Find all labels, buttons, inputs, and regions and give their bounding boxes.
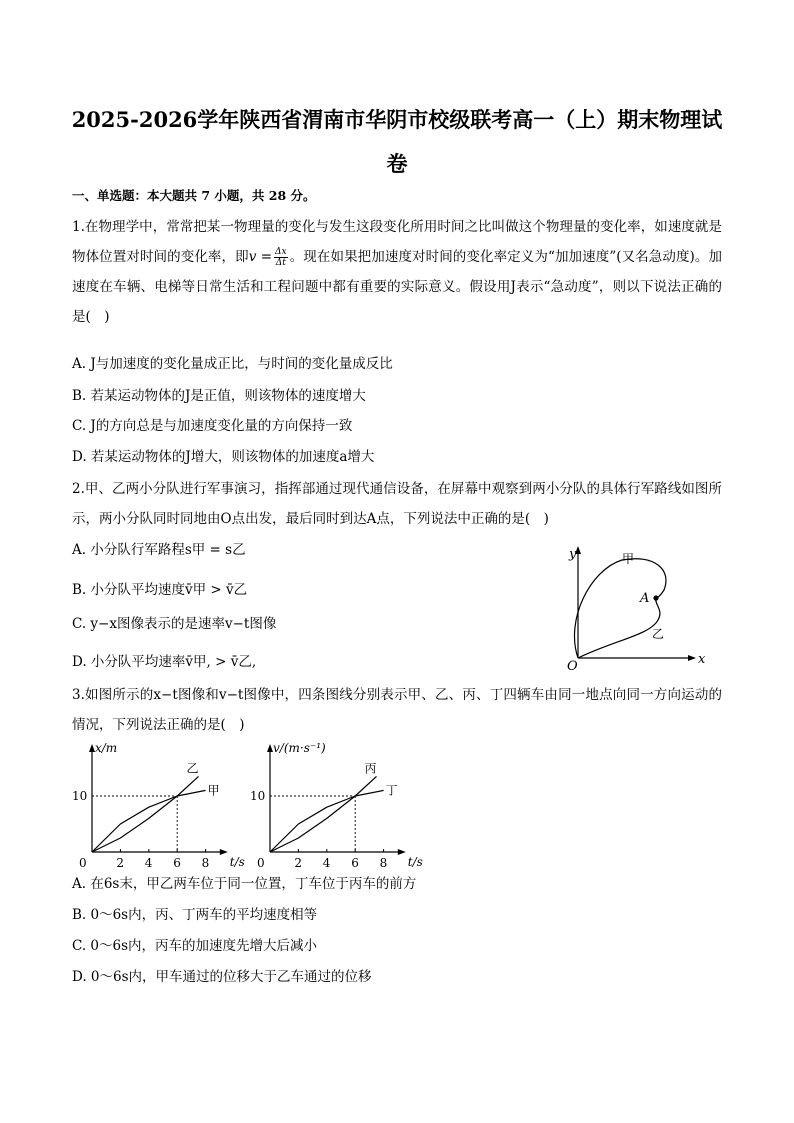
q2-option-a: A. 小分队行军路程s甲 = s乙 — [72, 542, 246, 558]
q1-option-c: C. J的方向总是与加速度变化量的方向保持一致 — [72, 418, 353, 434]
xt-x-label: t/s — [229, 855, 245, 869]
q2-point-a-label: A — [640, 591, 650, 606]
q1-stem-part2: 。现在如果把加速度对时间的变化率定义为“加加速度”(又名急动度)。加速度在车辆、电梯等日常生活和工程问题中都有重要的实际意义。假设用J表示“急动度”，则以下说法正确的是( ) — [72, 249, 722, 325]
xt-x-tick-2: 2 — [116, 856, 125, 870]
xt-y-tick-10: 10 — [72, 789, 88, 803]
q1-formula-denominator: Δt — [275, 258, 286, 268]
q2-y-label: y — [569, 547, 577, 562]
q3-option-a: A. 在6s末，甲乙两车位于同一位置，丁车位于丙车的前方 — [72, 876, 417, 892]
q2-option-b: B. 小分队平均速度v̄甲 > v̄乙 — [72, 582, 248, 598]
vt-x-label: t/s — [407, 855, 423, 869]
vt-y-tick-10: 10 — [250, 789, 266, 803]
q2-option-d: D. 小分队平均速率v̄甲, > v̄乙, — [72, 654, 257, 670]
vt-series-label-1: 丙 — [364, 761, 377, 776]
q3-vt-chart — [250, 740, 450, 870]
q1-formula-numerator: Δx — [275, 247, 287, 257]
xt-series-label-2: 甲 — [207, 783, 220, 798]
xt-series-2 — [92, 790, 206, 852]
q2-x-arrow — [688, 655, 696, 661]
xt-y-label: x/m — [95, 741, 118, 755]
q3-stem: 3.如图所示的x−t图像和v−t图像中，四条图线分别表示甲、乙、丙、丁四辆车由同一地点向同一方向运动的情况，下列说法正确的是( ) — [72, 687, 722, 733]
vt-x-arrow — [398, 849, 406, 855]
q1-option-a: A. J与加速度的变化量成正比，与时间的变化量成反比 — [72, 356, 393, 372]
vt-x-tick-4: 4 — [322, 856, 331, 870]
q2-path-figure — [560, 540, 720, 674]
vt-x-tick-2: 2 — [294, 856, 303, 870]
q2-curve-yi — [578, 598, 660, 658]
section-heading: 一、单选题：本大题共 7 小题，共 28 分。 — [72, 188, 316, 203]
q2-point-a-marker — [653, 595, 658, 600]
q1-stem — [72, 212, 722, 332]
vt-series-1 — [270, 776, 377, 852]
page-title — [60, 98, 734, 186]
vt-series-label-2: 丁 — [385, 783, 398, 798]
q2-stem: 2.甲、乙两小分队进行军事演习，指挥部通过现代通信设备，在屏幕中观察到两小分队的具体行军路线如图所示，两小分队同时同地由O点出发，最后同时到达A点，下列说法中正确的是( ) — [72, 481, 722, 527]
q1-formula-v: v = — [248, 249, 273, 265]
xt-x-tick-4: 4 — [144, 856, 153, 870]
vt-y-label: v/(m·s⁻¹) — [273, 741, 326, 755]
q2-curve-jia — [574, 559, 665, 658]
q1-formula-fraction — [274, 247, 288, 268]
q3-option-d: D. 0～6s内，甲车通过的位移大于乙车通过的位移 — [72, 969, 372, 985]
q3-xt-chart — [72, 740, 252, 870]
q2-curve-jia-label: 甲 — [622, 552, 635, 566]
q1-stem-part1: 1.在物理学中，常常把某一物理量的变化与发生这段变化所用时间之比叫做这个物理量的变化率，如速度就是物体位置对时间的变化率，即 — [72, 219, 722, 265]
vt-x-tick-6: 6 — [351, 856, 359, 870]
q2-x-label: x — [698, 652, 706, 667]
xt-series-1 — [92, 776, 199, 852]
title-line-2: 卷 — [386, 151, 408, 176]
q1-option-b: B. 若某运动物体的J是正值，则该物体的速度增大 — [72, 388, 366, 404]
xt-x-tick-0: 0 — [79, 856, 87, 870]
q2-curve-yi-label: 乙 — [652, 627, 665, 641]
title-line-1: 2025-2026学年陕西省渭南市华阴市校级联考高一（上）期末物理试 — [71, 107, 723, 132]
vt-x-tick-0: 0 — [257, 856, 265, 870]
xt-x-tick-8: 8 — [201, 856, 210, 870]
vt-x-tick-8: 8 — [379, 856, 388, 870]
vt-series-2 — [270, 790, 384, 852]
q3-option-c: C. 0～6s内，丙车的加速度先增大后减小 — [72, 938, 318, 954]
q3-option-b: B. 0～6s内，丙、丁两车的平均速度相等 — [72, 907, 318, 923]
q2-origin-label: O — [567, 659, 578, 674]
xt-series-label-1: 乙 — [186, 761, 199, 776]
xt-x-tick-6: 6 — [173, 856, 181, 870]
q1-option-d: D. 若某运动物体的J增大，则该物体的加速度a增大 — [72, 449, 375, 465]
xt-x-arrow — [220, 849, 228, 855]
q2-option-c: C. y−x图像表示的是速率v−t图像 — [72, 616, 277, 632]
